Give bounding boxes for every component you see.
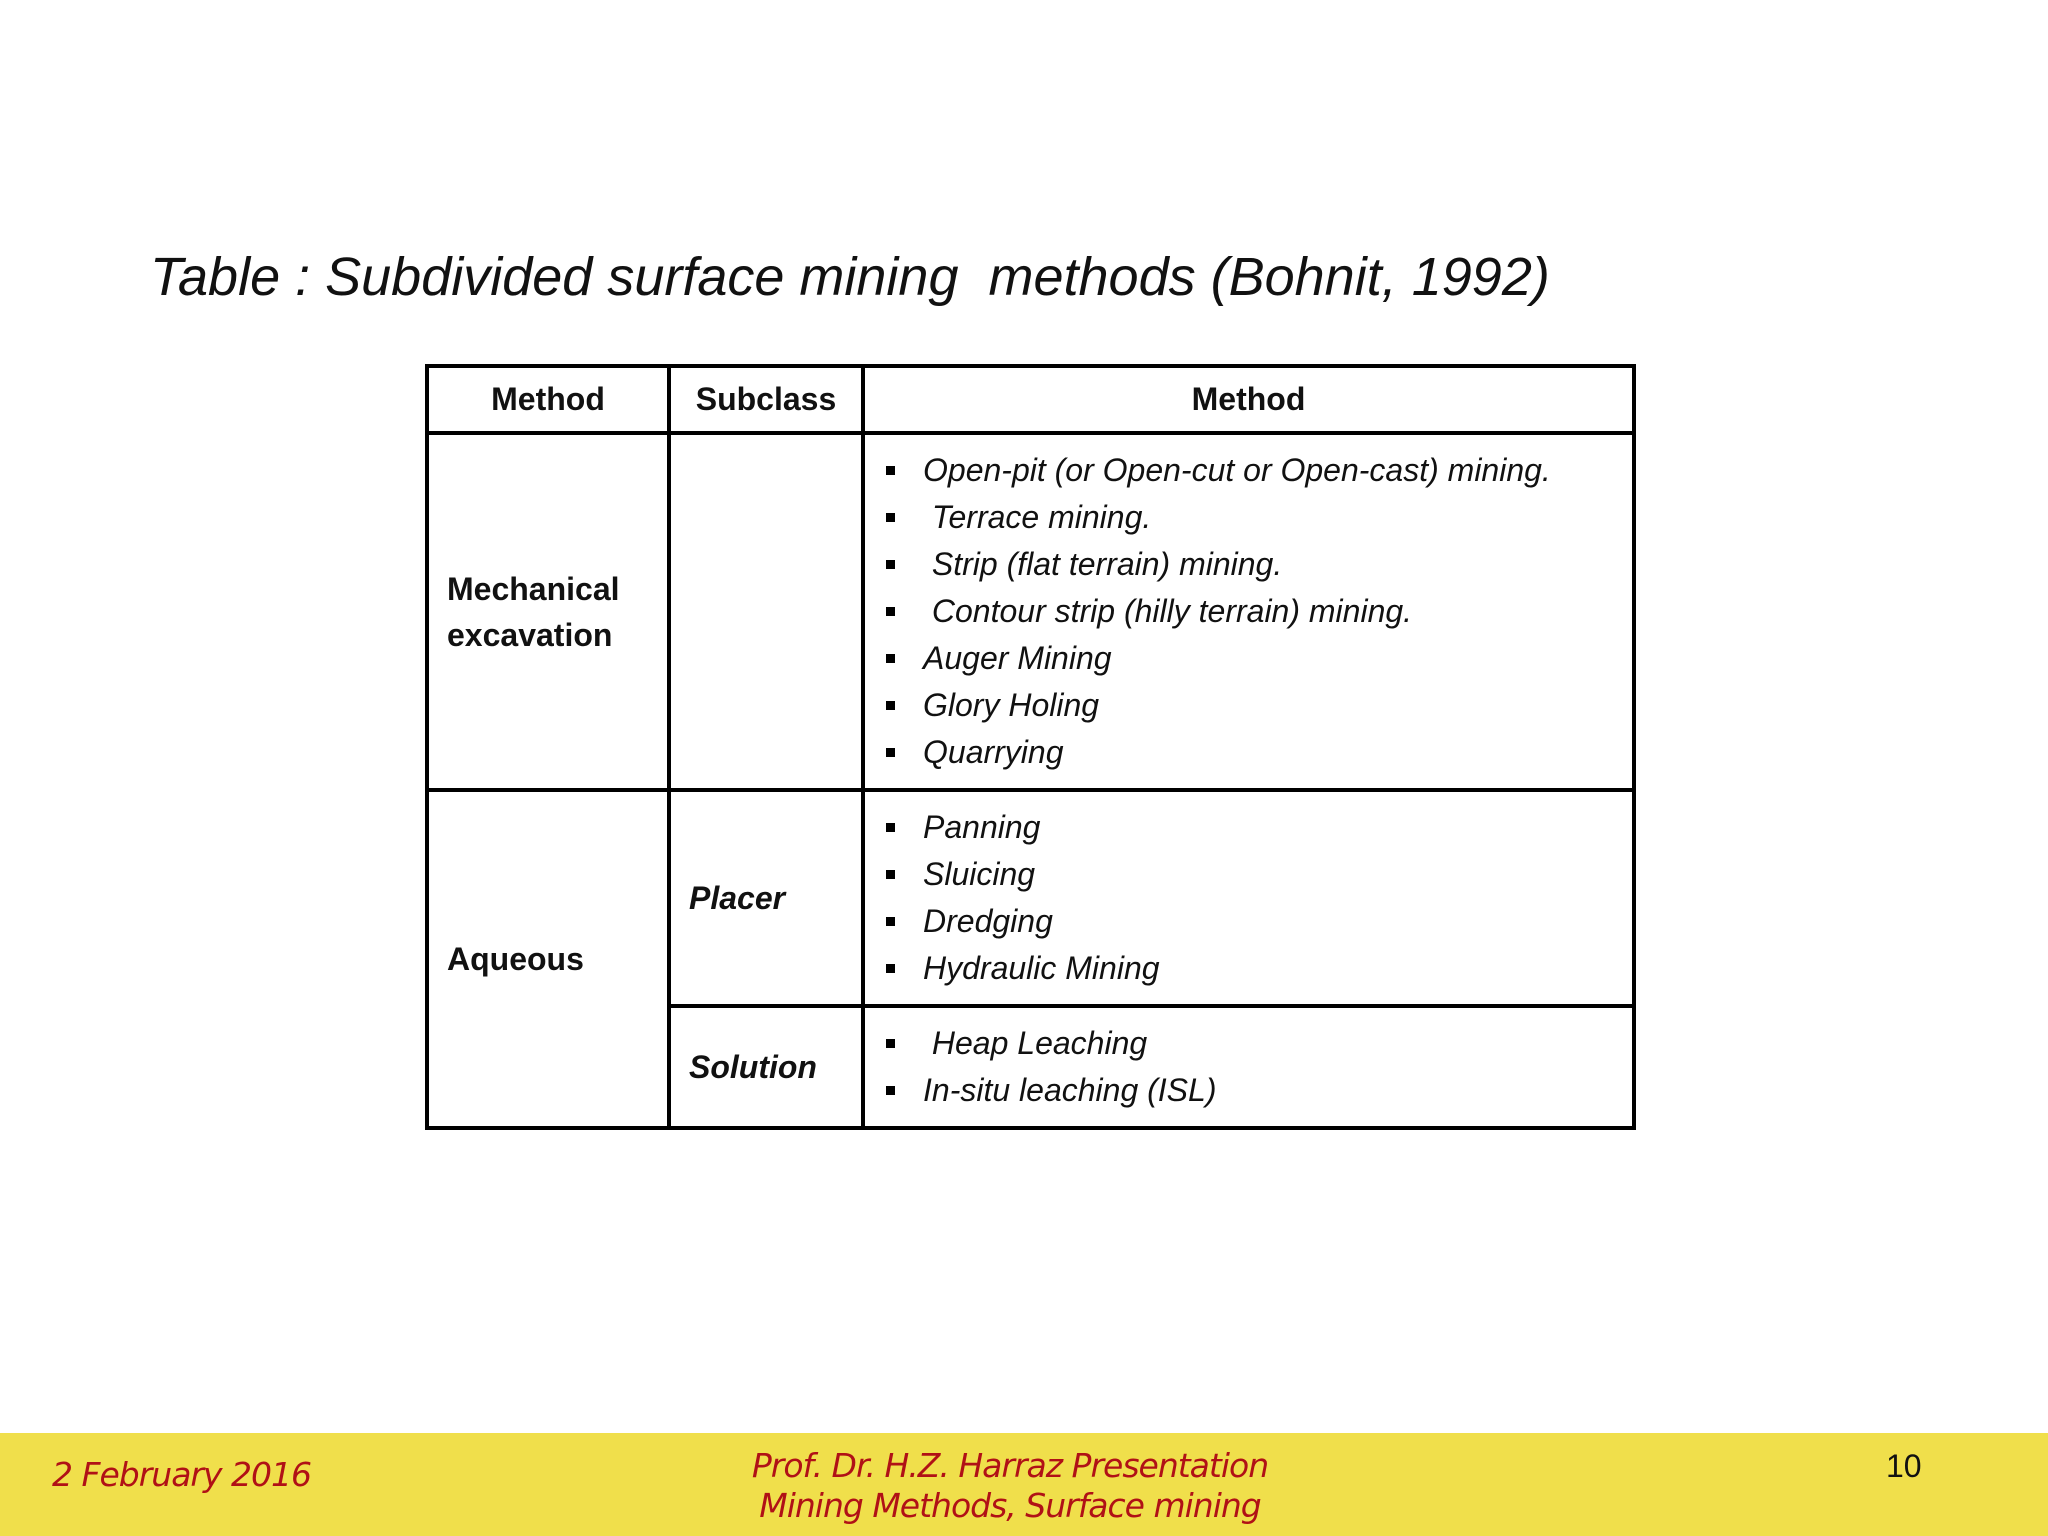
- footer-author: Prof. Dr. H.Z. Harraz Presentation: [751, 1446, 1269, 1485]
- list-item: Strip (flat terrain) mining.: [883, 541, 1632, 588]
- footer-subtitle: Mining Methods, Surface mining: [759, 1486, 1261, 1525]
- method-mechanical-excavation: [427, 433, 669, 790]
- square-bullet-icon: [886, 513, 895, 522]
- methods-list: [883, 804, 1632, 992]
- square-bullet-icon: [886, 701, 895, 710]
- square-bullet-icon: [886, 1039, 895, 1048]
- square-bullet-icon: [886, 748, 895, 757]
- method-line: Mechanical: [447, 570, 620, 607]
- page-number: 10: [1886, 1448, 1922, 1484]
- square-bullet-icon: [886, 466, 895, 475]
- methods-list-cell: [863, 790, 1634, 1006]
- list-item: Hydraulic Mining: [883, 945, 1632, 992]
- subclass-empty: [669, 433, 863, 790]
- square-bullet-icon: [886, 607, 895, 616]
- list-item: Contour strip (hilly terrain) mining.: [883, 588, 1632, 635]
- slide-title: Table : Subdivided surface mining methods (Bohnit, 1992): [150, 247, 1550, 307]
- method-line: excavation: [447, 616, 613, 653]
- table-row: [427, 433, 1634, 790]
- list-item: Panning: [883, 804, 1632, 851]
- square-bullet-icon: [886, 560, 895, 569]
- header-method: Method: [427, 366, 669, 433]
- methods-list-cell: [863, 1006, 1634, 1128]
- list-item: Auger Mining: [883, 635, 1632, 682]
- header-method-detail: Method: [863, 366, 1634, 433]
- list-item: Sluicing: [883, 851, 1632, 898]
- footer-presentation-info: [700, 1446, 1320, 1526]
- list-item: Open-pit (or Open-cut or Open-cast) mining.: [883, 447, 1632, 494]
- subclass-placer: Placer: [669, 790, 863, 1006]
- square-bullet-icon: [886, 1086, 895, 1095]
- subclass-solution: Solution: [669, 1006, 863, 1128]
- method-aqueous: Aqueous: [427, 790, 669, 1128]
- list-item: Dredging: [883, 898, 1632, 945]
- methods-list: [883, 447, 1632, 776]
- table-row: [427, 790, 1634, 1006]
- square-bullet-icon: [886, 654, 895, 663]
- list-item: Heap Leaching: [883, 1020, 1632, 1067]
- square-bullet-icon: [886, 823, 895, 832]
- square-bullet-icon: [886, 964, 895, 973]
- square-bullet-icon: [886, 870, 895, 879]
- header-subclass: Subclass: [669, 366, 863, 433]
- square-bullet-icon: [886, 917, 895, 926]
- list-item: Quarrying: [883, 729, 1632, 776]
- list-item: Terrace mining.: [883, 494, 1632, 541]
- list-item: Glory Holing: [883, 682, 1632, 729]
- footer-date: 2 February 2016: [52, 1455, 311, 1494]
- table-header-row: [427, 366, 1634, 433]
- list-item: In-situ leaching (ISL): [883, 1067, 1632, 1114]
- methods-list: [883, 1020, 1632, 1114]
- mining-methods-table: [425, 364, 1636, 1130]
- methods-list-cell: [863, 433, 1634, 790]
